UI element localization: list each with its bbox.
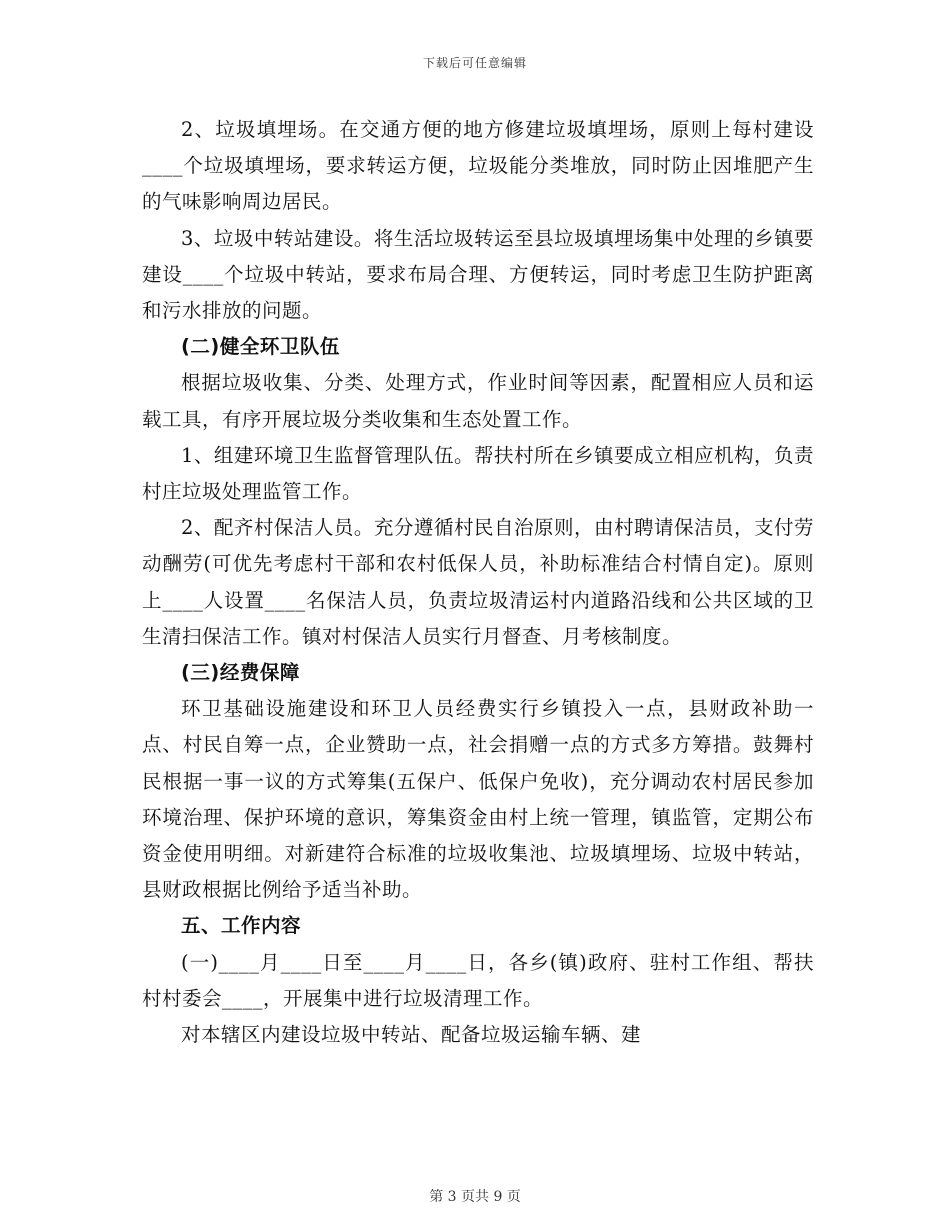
paragraph-staffing: 根据垃圾收集、分类、处理方式，作业时间等因素，配置相应人员和运载工具，有序开展垃圾分类收集和生态处置工作。 bbox=[142, 371, 814, 431]
paragraph-schedule: (一)____月____日至____月____日，各乡(镇)政府、驻村工作组、帮扶村村委会____，开展集中进行垃圾清理工作。 bbox=[142, 950, 814, 1010]
page-header: 下载后可任意编辑 bbox=[422, 56, 527, 70]
paragraph-transfer-station: 3、垃圾中转站建设。将生活垃圾转运至县垃圾填埋场集中处理的乡镇要建设____个垃圾中转站，要求布局合理、方便转运，同时考虑卫生防护距离和污水排放的问题。 bbox=[142, 226, 814, 323]
paragraph-continued: 对本辖区内建设垃圾中转站、配备垃圾运输车辆、建 bbox=[181, 1023, 642, 1047]
paragraph-supervision-team: 1、组建环境卫生监督管理队伍。帮扶村所在乡镇要成立相应机构，负责村庄垃圾处理监管工作。 bbox=[142, 443, 814, 504]
paragraph-funding: 环卫基础设施建设和环卫人员经费实行乡镇投入一点，县财政补助一点、村民自筹一点，企业赞助一点，社会捐赠一点的方式多方筹措。鼓舞村民根据一事一议的方式筹集(五保户、低保户免收)，充分调动农村居民参加环境治理、保护环境的意识，筹集资金由村上统一管理，镇监管，定期公布资金使用明细。对新建符合标准的垃圾收集池、垃圾填埋场、垃圾中转站，县财政根据比例给予适当补助。 bbox=[142, 697, 814, 902]
paragraph-cleaners: 2、配齐村保洁人员。充分遵循村民自治原则，由村聘请保洁员，支付劳动酬劳(可优先考虑村干部和农村低保人员，补助标准结合村情自定)。原则上____人设置____名保洁人员，负责垃圾清运村内道路沿线和公共区域的卫生清扫保洁工作。镇对村保洁人员实行月督查、月考核制度。 bbox=[142, 516, 814, 648]
document-body bbox=[142, 112, 814, 1053]
page-number: 第 3 页共 9 页 bbox=[429, 1189, 521, 1205]
section-heading-work-content: 五、工作内容 bbox=[181, 914, 302, 938]
section-heading-funding: (三)经费保障 bbox=[181, 661, 300, 685]
section-heading-sanitation-team: (二)健全环卫队伍 bbox=[181, 335, 340, 359]
paragraph-landfill: 2、垃圾填埋场。在交通方便的地方修建垃圾填埋场，原则上每村建设____个垃圾填埋场，要求转运方便，垃圾能分类堆放，同时防止因堆肥产生的气味影响周边居民。 bbox=[142, 118, 814, 214]
